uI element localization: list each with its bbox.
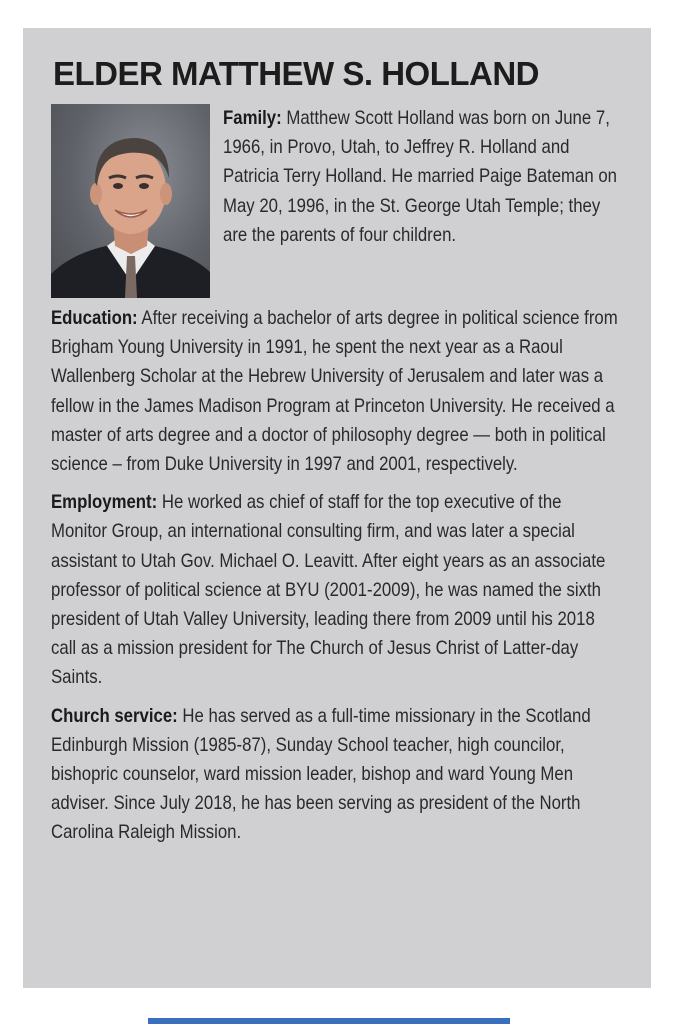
education-section bbox=[51, 304, 622, 479]
church-service-text: He has served as a full-time missionary in the Scotland Edinburgh Mission (1985-87), Sunday School teacher, high councilor, bishopric counselor, ward mission leader, bishop and ward Young Men adviser. Since July 2018, he has been serving as president of the North Carolina Raleigh Mission. bbox=[51, 704, 591, 844]
family-text: Matthew Scott Holland was born on June 7, 1966, in Provo, Utah, to Jeffrey R. Holland and Patricia Terry Holland. He married Paige Bateman on May 20, 1996, in the St. George Utah Temple; they are the parents of four children. bbox=[223, 107, 617, 246]
employment-section bbox=[51, 488, 622, 692]
eye-left bbox=[113, 183, 123, 189]
family-label: Family: bbox=[223, 107, 282, 129]
employment-text: He worked as chief of staff for the top executive of the Monitor Group, an international consulting firm, and was later a special assistant to Utah Gov. Michael O. Leavitt. After eight years as an associate professor of political science at BYU (2001-2009), he was named the sixth president of Utah Valley University, leading there from 2009 until his 2018 call as a mission president for The Church of Jesus Christ of Latter-day Saints. bbox=[51, 491, 606, 689]
church-service-section bbox=[51, 702, 622, 848]
family-paragraph bbox=[223, 104, 622, 250]
family-section bbox=[223, 104, 623, 250]
bottom-accent-bar bbox=[148, 1018, 510, 1024]
bio-card bbox=[23, 28, 651, 988]
employment-label: Employment: bbox=[51, 491, 158, 514]
tie-shape bbox=[125, 256, 137, 298]
portrait-illustration bbox=[51, 104, 210, 298]
eye-right bbox=[139, 183, 149, 189]
family-block bbox=[51, 104, 623, 304]
ear-left bbox=[90, 183, 102, 205]
ear-right bbox=[160, 183, 172, 205]
education-text: After receiving a bachelor of arts degree in political science from Brigham Young University in 1991, he spent the next year as a Raoul Wallenberg Scholar at the Hebrew University of Jerusalem and later was a fellow in the James Madison Program at Princeton University. He received a master of arts degree and a doctor of philosophy degree — both in political science – from Duke University in 1997 and 2001, respectively. bbox=[51, 307, 618, 476]
portrait-photo bbox=[51, 104, 210, 298]
church-service-label: Church service: bbox=[51, 704, 178, 727]
education-label: Education: bbox=[51, 307, 138, 329]
page-title: ELDER MATTHEW S. HOLLAND bbox=[53, 55, 540, 92]
